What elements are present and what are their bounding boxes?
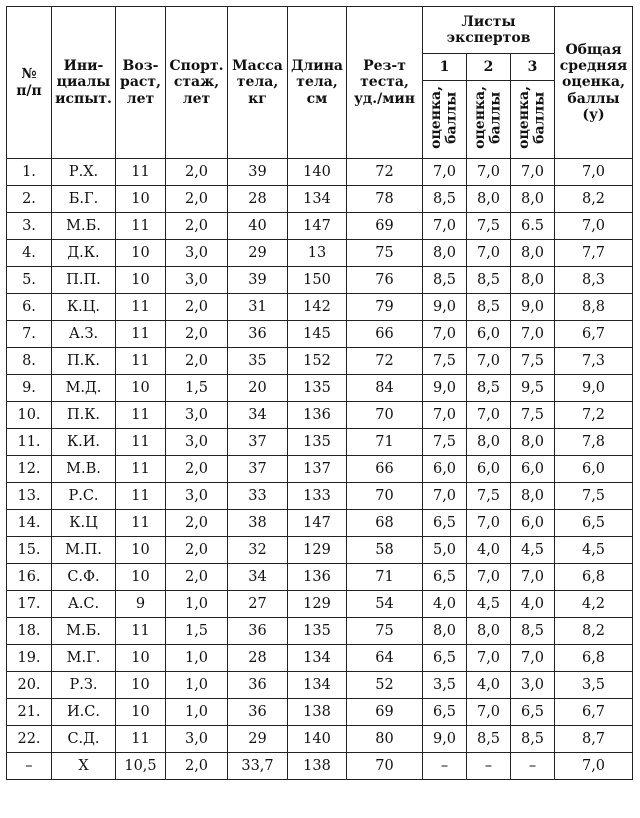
cell-sport: 1,0 — [166, 645, 228, 672]
cell-expert-1: 7,5 — [423, 348, 467, 375]
cell-overall: 8,2 — [555, 186, 633, 213]
cell-expert-2: 8,0 — [467, 618, 511, 645]
table-row — [7, 753, 633, 780]
cell-age: 11 — [116, 510, 166, 537]
cell-num: 19. — [7, 645, 52, 672]
cell-age: 11 — [116, 726, 166, 753]
table-row — [7, 294, 633, 321]
cell-age: 11 — [116, 456, 166, 483]
cell-length: 140 — [288, 159, 347, 186]
cell-overall: 4,2 — [555, 591, 633, 618]
cell-overall: 7,0 — [555, 159, 633, 186]
cell-result: 54 — [347, 591, 423, 618]
cell-result: 72 — [347, 159, 423, 186]
cell-expert-3: 9,5 — [511, 375, 555, 402]
table-row — [7, 375, 633, 402]
cell-sport: 3,0 — [166, 429, 228, 456]
cell-overall: 6,0 — [555, 456, 633, 483]
cell-length: 138 — [288, 699, 347, 726]
header-body-mass: Масса тела, кг — [228, 7, 288, 159]
cell-age: 10 — [116, 699, 166, 726]
cell-length: 150 — [288, 267, 347, 294]
cell-result: 78 — [347, 186, 423, 213]
cell-overall: 8,7 — [555, 726, 633, 753]
cell-expert-1: 9,0 — [423, 726, 467, 753]
table-row — [7, 267, 633, 294]
cell-sport: 3,0 — [166, 402, 228, 429]
table-row — [7, 699, 633, 726]
cell-num: 12. — [7, 456, 52, 483]
cell-age: 11 — [116, 159, 166, 186]
cell-mass: 38 — [228, 510, 288, 537]
cell-age: 11 — [116, 618, 166, 645]
header-body-length: Длина тела, см — [288, 7, 347, 159]
cell-length: 152 — [288, 348, 347, 375]
cell-overall: 7,5 — [555, 483, 633, 510]
cell-result: 71 — [347, 429, 423, 456]
cell-sport: 2,0 — [166, 213, 228, 240]
cell-expert-3: 4,0 — [511, 591, 555, 618]
header-num: № п/п — [7, 7, 52, 159]
cell-initials: П.К. — [52, 348, 116, 375]
cell-age: 11 — [116, 321, 166, 348]
cell-expert-1: 3,5 — [423, 672, 467, 699]
cell-age: 10 — [116, 672, 166, 699]
cell-initials: И.С. — [52, 699, 116, 726]
cell-sport: 3,0 — [166, 267, 228, 294]
table-container — [6, 6, 633, 780]
cell-expert-2: 8,0 — [467, 186, 511, 213]
cell-age: 10 — [116, 375, 166, 402]
cell-sport: 2,0 — [166, 186, 228, 213]
cell-sport: 1,0 — [166, 699, 228, 726]
cell-expert-2: 6,0 — [467, 321, 511, 348]
cell-expert-2: 4,0 — [467, 537, 511, 564]
cell-expert-3: 3,0 — [511, 672, 555, 699]
cell-mass: 40 — [228, 213, 288, 240]
cell-length: 129 — [288, 537, 347, 564]
cell-expert-1: 7,0 — [423, 402, 467, 429]
data-table — [6, 6, 633, 780]
cell-mass: 32 — [228, 537, 288, 564]
cell-expert-3: 8,5 — [511, 618, 555, 645]
cell-overall: 3,5 — [555, 672, 633, 699]
cell-num: 14. — [7, 510, 52, 537]
cell-num: 1. — [7, 159, 52, 186]
cell-num: 11. — [7, 429, 52, 456]
cell-expert-2: 7,5 — [467, 483, 511, 510]
cell-age: 10 — [116, 645, 166, 672]
cell-age: 10 — [116, 267, 166, 294]
cell-length: 134 — [288, 645, 347, 672]
cell-num: 17. — [7, 591, 52, 618]
cell-length: 147 — [288, 510, 347, 537]
header-expert-3-score — [511, 81, 555, 159]
cell-initials: Х — [52, 753, 116, 780]
cell-initials: П.К. — [52, 402, 116, 429]
cell-num: 4. — [7, 240, 52, 267]
cell-mass: 36 — [228, 321, 288, 348]
cell-length: 134 — [288, 672, 347, 699]
cell-result: 64 — [347, 645, 423, 672]
cell-sport: 1,5 — [166, 375, 228, 402]
cell-expert-2: 8,5 — [467, 267, 511, 294]
cell-overall: 7,8 — [555, 429, 633, 456]
cell-length: 145 — [288, 321, 347, 348]
cell-overall: 8,8 — [555, 294, 633, 321]
cell-initials: С.Ф. — [52, 564, 116, 591]
header-test-result: Рез-т теста, уд./мин — [347, 7, 423, 159]
cell-overall: 8,2 — [555, 618, 633, 645]
cell-expert-3: 7,0 — [511, 321, 555, 348]
cell-initials: С.Д. — [52, 726, 116, 753]
cell-mass: 29 — [228, 240, 288, 267]
cell-result: 70 — [347, 753, 423, 780]
cell-expert-3: 8,0 — [511, 186, 555, 213]
cell-expert-2: 7,0 — [467, 240, 511, 267]
cell-expert-2: 7,0 — [467, 564, 511, 591]
cell-expert-1: 6,5 — [423, 645, 467, 672]
cell-num: 7. — [7, 321, 52, 348]
cell-length: 135 — [288, 375, 347, 402]
cell-expert-2: 8,5 — [467, 726, 511, 753]
cell-num: 3. — [7, 213, 52, 240]
cell-initials: К.И. — [52, 429, 116, 456]
cell-expert-1: 4,0 — [423, 591, 467, 618]
cell-age: 10 — [116, 537, 166, 564]
cell-initials: Р.З. — [52, 672, 116, 699]
cell-initials: К.Ц — [52, 510, 116, 537]
cell-mass: 35 — [228, 348, 288, 375]
cell-mass: 39 — [228, 267, 288, 294]
cell-sport: 2,0 — [166, 537, 228, 564]
cell-result: 58 — [347, 537, 423, 564]
cell-result: 75 — [347, 618, 423, 645]
cell-length: 138 — [288, 753, 347, 780]
cell-mass: 37 — [228, 429, 288, 456]
cell-initials: Р.С. — [52, 483, 116, 510]
cell-expert-2: 8,5 — [467, 375, 511, 402]
cell-mass: 31 — [228, 294, 288, 321]
cell-length: 13 — [288, 240, 347, 267]
table-row — [7, 672, 633, 699]
cell-expert-1: 7,5 — [423, 429, 467, 456]
cell-length: 135 — [288, 429, 347, 456]
cell-expert-1: 6,5 — [423, 510, 467, 537]
table-body — [7, 159, 633, 780]
cell-expert-2: 8,0 — [467, 429, 511, 456]
cell-length: 135 — [288, 618, 347, 645]
cell-overall: 8,3 — [555, 267, 633, 294]
cell-num: – — [7, 753, 52, 780]
cell-mass: 39 — [228, 159, 288, 186]
cell-expert-3: 6,5 — [511, 699, 555, 726]
cell-age: 11 — [116, 213, 166, 240]
cell-expert-2: 4,0 — [467, 672, 511, 699]
cell-sport: 1,0 — [166, 591, 228, 618]
header-expert-1-score — [423, 81, 467, 159]
cell-sport: 2,0 — [166, 753, 228, 780]
cell-age: 10 — [116, 240, 166, 267]
cell-sport: 3,0 — [166, 726, 228, 753]
cell-expert-3: 7,0 — [511, 564, 555, 591]
cell-length: 147 — [288, 213, 347, 240]
cell-overall: 4,5 — [555, 537, 633, 564]
header-expert-1-score-label: оценка, баллы — [428, 86, 460, 149]
cell-expert-1: 5,0 — [423, 537, 467, 564]
header-expert-3: 3 — [511, 54, 555, 81]
cell-mass: 28 — [228, 645, 288, 672]
cell-initials: Р.Х. — [52, 159, 116, 186]
cell-num: 15. — [7, 537, 52, 564]
cell-initials: М.Г. — [52, 645, 116, 672]
cell-expert-3: 8,0 — [511, 429, 555, 456]
cell-expert-1: 7,0 — [423, 159, 467, 186]
table-row — [7, 159, 633, 186]
cell-mass: 33,7 — [228, 753, 288, 780]
cell-expert-2: 7,0 — [467, 348, 511, 375]
table-row — [7, 321, 633, 348]
cell-mass: 33 — [228, 483, 288, 510]
cell-mass: 36 — [228, 699, 288, 726]
cell-sport: 2,0 — [166, 294, 228, 321]
header-expert-1: 1 — [423, 54, 467, 81]
cell-initials: М.Д. — [52, 375, 116, 402]
cell-overall: 6,8 — [555, 645, 633, 672]
cell-expert-1: 7,0 — [423, 321, 467, 348]
cell-expert-2: 7,0 — [467, 402, 511, 429]
cell-expert-3: 6,0 — [511, 456, 555, 483]
cell-num: 18. — [7, 618, 52, 645]
cell-sport: 2,0 — [166, 159, 228, 186]
cell-expert-2: – — [467, 753, 511, 780]
cell-length: 137 — [288, 456, 347, 483]
cell-overall: 9,0 — [555, 375, 633, 402]
cell-result: 72 — [347, 348, 423, 375]
cell-expert-2: 7,5 — [467, 213, 511, 240]
cell-expert-3: 7,5 — [511, 402, 555, 429]
table-row — [7, 483, 633, 510]
cell-mass: 36 — [228, 672, 288, 699]
cell-initials: Д.К. — [52, 240, 116, 267]
cell-expert-2: 7,0 — [467, 699, 511, 726]
cell-expert-3: 6,0 — [511, 510, 555, 537]
cell-result: 69 — [347, 213, 423, 240]
cell-expert-3: 7,0 — [511, 645, 555, 672]
cell-result: 66 — [347, 321, 423, 348]
cell-expert-3: 7,5 — [511, 348, 555, 375]
cell-mass: 37 — [228, 456, 288, 483]
cell-overall: 7,0 — [555, 213, 633, 240]
cell-overall: 7,0 — [555, 753, 633, 780]
cell-result: 52 — [347, 672, 423, 699]
table-row — [7, 456, 633, 483]
cell-num: 16. — [7, 564, 52, 591]
cell-num: 21. — [7, 699, 52, 726]
cell-sport: 2,0 — [166, 321, 228, 348]
cell-initials: К.Ц. — [52, 294, 116, 321]
table-row — [7, 186, 633, 213]
cell-result: 84 — [347, 375, 423, 402]
header-expert-2-score-label: оценка, баллы — [472, 86, 504, 149]
cell-age: 10,5 — [116, 753, 166, 780]
cell-overall: 6,5 — [555, 510, 633, 537]
cell-sport: 2,0 — [166, 456, 228, 483]
cell-result: 75 — [347, 240, 423, 267]
header-expert-2: 2 — [467, 54, 511, 81]
cell-initials: М.П. — [52, 537, 116, 564]
cell-mass: 28 — [228, 186, 288, 213]
cell-expert-3: 8,0 — [511, 483, 555, 510]
cell-age: 11 — [116, 402, 166, 429]
cell-result: 80 — [347, 726, 423, 753]
cell-expert-3: 7,0 — [511, 159, 555, 186]
cell-expert-1: 6,5 — [423, 699, 467, 726]
cell-expert-2: 7,0 — [467, 159, 511, 186]
cell-sport: 3,0 — [166, 240, 228, 267]
table-row — [7, 591, 633, 618]
cell-age: 11 — [116, 483, 166, 510]
cell-result: 76 — [347, 267, 423, 294]
cell-mass: 34 — [228, 402, 288, 429]
cell-expert-3: 4,5 — [511, 537, 555, 564]
cell-expert-2: 7,0 — [467, 645, 511, 672]
cell-num: 20. — [7, 672, 52, 699]
cell-expert-3: 9,0 — [511, 294, 555, 321]
cell-length: 134 — [288, 186, 347, 213]
cell-sport: 1,0 — [166, 672, 228, 699]
cell-initials: М.Б. — [52, 213, 116, 240]
cell-sport: 3,0 — [166, 483, 228, 510]
cell-expert-3: 6.5 — [511, 213, 555, 240]
table-row — [7, 240, 633, 267]
cell-num: 13. — [7, 483, 52, 510]
cell-expert-1: 7,0 — [423, 483, 467, 510]
cell-expert-1: 8,5 — [423, 186, 467, 213]
cell-expert-3: 8,5 — [511, 726, 555, 753]
cell-mass: 27 — [228, 591, 288, 618]
cell-mass: 36 — [228, 618, 288, 645]
cell-result: 66 — [347, 456, 423, 483]
header-sport-experience: Спорт. стаж, лет — [166, 7, 228, 159]
cell-num: 5. — [7, 267, 52, 294]
cell-expert-3: 8,0 — [511, 267, 555, 294]
table-row — [7, 537, 633, 564]
cell-length: 140 — [288, 726, 347, 753]
table-row — [7, 213, 633, 240]
cell-sport: 2,0 — [166, 510, 228, 537]
cell-num: 10. — [7, 402, 52, 429]
cell-overall: 6,7 — [555, 699, 633, 726]
cell-expert-1: 9,0 — [423, 375, 467, 402]
cell-expert-1: 6,0 — [423, 456, 467, 483]
cell-overall: 7,3 — [555, 348, 633, 375]
cell-num: 22. — [7, 726, 52, 753]
cell-expert-2: 7,0 — [467, 510, 511, 537]
table-row — [7, 429, 633, 456]
cell-overall: 7,2 — [555, 402, 633, 429]
header-expert-3-score-label: оценка, баллы — [516, 86, 548, 149]
table-row — [7, 402, 633, 429]
cell-num: 6. — [7, 294, 52, 321]
table-row — [7, 618, 633, 645]
cell-length: 142 — [288, 294, 347, 321]
cell-expert-3: – — [511, 753, 555, 780]
cell-expert-2: 6,0 — [467, 456, 511, 483]
cell-expert-2: 8,5 — [467, 294, 511, 321]
cell-result: 71 — [347, 564, 423, 591]
cell-age: 11 — [116, 429, 166, 456]
header-age: Воз- раст, лет — [116, 7, 166, 159]
cell-sport: 2,0 — [166, 564, 228, 591]
cell-result: 79 — [347, 294, 423, 321]
cell-initials: П.П. — [52, 267, 116, 294]
cell-initials: М.Б. — [52, 618, 116, 645]
cell-overall: 6,7 — [555, 321, 633, 348]
cell-age: 11 — [116, 294, 166, 321]
cell-result: 69 — [347, 699, 423, 726]
cell-expert-1: 6,5 — [423, 564, 467, 591]
cell-expert-1: 8,0 — [423, 618, 467, 645]
cell-mass: 20 — [228, 375, 288, 402]
cell-expert-2: 4,5 — [467, 591, 511, 618]
cell-result: 70 — [347, 483, 423, 510]
cell-num: 2. — [7, 186, 52, 213]
cell-expert-1: 8,0 — [423, 240, 467, 267]
cell-initials: Б.Г. — [52, 186, 116, 213]
cell-initials: А.С. — [52, 591, 116, 618]
cell-length: 129 — [288, 591, 347, 618]
table-row — [7, 726, 633, 753]
cell-sport: 2,0 — [166, 348, 228, 375]
cell-age: 11 — [116, 348, 166, 375]
cell-overall: 7,7 — [555, 240, 633, 267]
cell-result: 68 — [347, 510, 423, 537]
cell-expert-3: 8,0 — [511, 240, 555, 267]
cell-length: 133 — [288, 483, 347, 510]
header-expert-2-score — [467, 81, 511, 159]
header-overall-score: Общая средняя оценка, баллы (у) — [555, 7, 633, 159]
header-initials: Ини- циалы испыт. — [52, 7, 116, 159]
cell-age: 9 — [116, 591, 166, 618]
cell-length: 136 — [288, 564, 347, 591]
header-experts: Листы экспертов — [423, 7, 555, 54]
cell-overall: 6,8 — [555, 564, 633, 591]
cell-mass: 29 — [228, 726, 288, 753]
table-row — [7, 510, 633, 537]
cell-mass: 34 — [228, 564, 288, 591]
cell-age: 10 — [116, 186, 166, 213]
cell-length: 136 — [288, 402, 347, 429]
cell-expert-1: 9,0 — [423, 294, 467, 321]
table-row — [7, 645, 633, 672]
cell-sport: 1,5 — [166, 618, 228, 645]
cell-num: 8. — [7, 348, 52, 375]
cell-age: 10 — [116, 564, 166, 591]
cell-expert-1: 8,5 — [423, 267, 467, 294]
table-row — [7, 564, 633, 591]
cell-initials: А.З. — [52, 321, 116, 348]
cell-expert-1: 7,0 — [423, 213, 467, 240]
cell-result: 70 — [347, 402, 423, 429]
cell-initials: М.В. — [52, 456, 116, 483]
cell-num: 9. — [7, 375, 52, 402]
table-row — [7, 348, 633, 375]
cell-expert-1: – — [423, 753, 467, 780]
